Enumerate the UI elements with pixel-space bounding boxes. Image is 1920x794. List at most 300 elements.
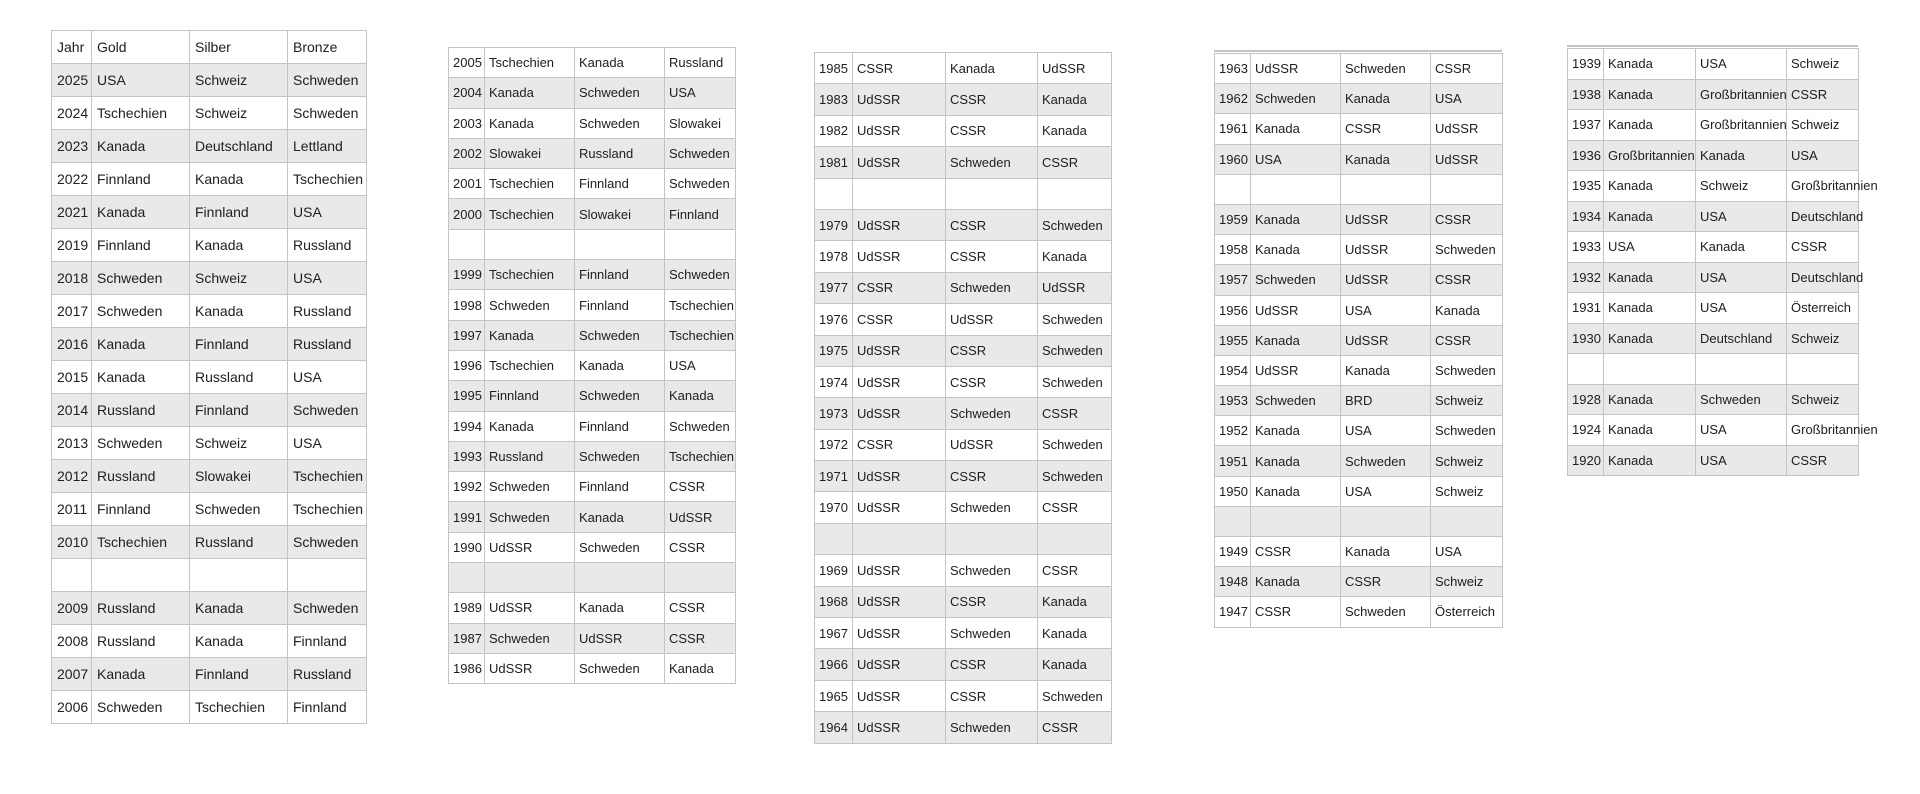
table-row [815, 241, 1112, 272]
year-cell: 2011 [52, 493, 92, 526]
year-cell: 1978 [815, 241, 853, 272]
year-cell: 1957 [1215, 265, 1251, 295]
table-row [449, 623, 736, 653]
year-cell: 2016 [52, 328, 92, 361]
country-cell: USA [1341, 295, 1431, 325]
country-cell: Schweden [946, 492, 1038, 523]
country-cell: Schweden [946, 272, 1038, 303]
country-cell: Schweden [575, 381, 665, 411]
country-cell: CSSR [665, 593, 736, 623]
country-cell [288, 559, 367, 592]
year-cell: 1996 [449, 350, 485, 380]
country-cell: Schweden [1251, 386, 1341, 416]
table-body [1568, 49, 1878, 476]
year-cell: 1979 [815, 209, 853, 240]
country-cell: UdSSR [853, 555, 946, 586]
results-table-4 [1214, 53, 1503, 628]
year-cell: 2008 [52, 625, 92, 658]
country-cell: Tschechien [92, 526, 190, 559]
country-cell: CSSR [1431, 204, 1503, 234]
country-cell: UdSSR [1251, 54, 1341, 84]
country-cell: Schweden [575, 441, 665, 471]
year-cell: 1934 [1568, 201, 1604, 232]
country-cell: CSSR [1251, 597, 1341, 627]
country-cell: Schweden [1341, 597, 1431, 627]
country-cell: USA [1251, 144, 1341, 174]
table-row [449, 169, 736, 199]
country-cell: Tschechien [485, 260, 575, 290]
country-cell: Großbritannien [1787, 415, 1859, 446]
country-cell: Kanada [190, 163, 288, 196]
country-cell: Schweden [575, 653, 665, 683]
year-cell: 1963 [1215, 54, 1251, 84]
year-cell: 2014 [52, 394, 92, 427]
year-cell: 1974 [815, 366, 853, 397]
country-cell: CSSR [946, 241, 1038, 272]
country-cell: Russland [665, 48, 736, 78]
table-row [52, 328, 367, 361]
table-row [449, 229, 736, 259]
country-cell: Schweden [288, 526, 367, 559]
table-top-edge [1214, 50, 1502, 52]
year-cell: 2025 [52, 64, 92, 97]
country-cell: Kanada [1604, 110, 1696, 141]
country-cell: Schweden [1341, 54, 1431, 84]
country-cell: USA [1604, 232, 1696, 263]
country-cell: UdSSR [1038, 53, 1112, 84]
year-cell: 1948 [1215, 567, 1251, 597]
country-cell: UdSSR [853, 335, 946, 366]
table-row [449, 441, 736, 471]
country-cell: Russland [92, 394, 190, 427]
year-cell [815, 523, 853, 554]
country-cell: Österreich [1431, 597, 1503, 627]
country-cell: Kanada [1604, 79, 1696, 110]
country-cell: Kanada [1604, 293, 1696, 324]
country-cell: Kanada [1604, 415, 1696, 446]
year-cell: 1972 [815, 429, 853, 460]
country-cell: Schweden [946, 712, 1038, 743]
table-row [1568, 262, 1859, 293]
country-cell: Schweden [575, 108, 665, 138]
year-cell: 1962 [1215, 84, 1251, 114]
year-cell: 1990 [449, 532, 485, 562]
country-cell: Kanada [190, 229, 288, 262]
table-row [449, 381, 736, 411]
country-cell: USA [1696, 415, 1787, 446]
year-cell: 1973 [815, 398, 853, 429]
country-cell: Schweden [1038, 680, 1112, 711]
year-cell: 1977 [815, 272, 853, 303]
country-cell: Kanada [1251, 204, 1341, 234]
country-cell [853, 178, 946, 209]
year-cell: 1955 [1215, 325, 1251, 355]
country-cell: Tschechien [485, 199, 575, 229]
year-cell: 1933 [1568, 232, 1604, 263]
country-cell: CSSR [1038, 147, 1112, 178]
country-cell: Russland [575, 138, 665, 168]
year-cell: 1997 [449, 320, 485, 350]
table-row [1215, 144, 1503, 174]
country-cell: Kanada [92, 361, 190, 394]
country-cell: UdSSR [1038, 272, 1112, 303]
country-cell: Kanada [190, 592, 288, 625]
year-cell: 1920 [1568, 445, 1604, 476]
country-cell: Kanada [1251, 325, 1341, 355]
country-cell: Schweiz [1787, 49, 1859, 80]
country-cell: Großbritannien [1604, 140, 1696, 171]
table-row [1568, 171, 1859, 202]
country-cell: USA [288, 361, 367, 394]
table-row [1568, 140, 1859, 171]
year-cell: 2017 [52, 295, 92, 328]
country-cell: Großbritannien [1696, 110, 1787, 141]
results-table-1 [51, 30, 367, 724]
year-cell: 2004 [449, 78, 485, 108]
country-cell: CSSR [1431, 325, 1503, 355]
country-cell: Kanada [1604, 49, 1696, 80]
country-cell: Schweden [575, 532, 665, 562]
country-cell: UdSSR [853, 618, 946, 649]
table-row [1568, 293, 1859, 324]
country-cell: Schweiz [190, 262, 288, 295]
country-cell: UdSSR [853, 115, 946, 146]
country-cell: UdSSR [853, 649, 946, 680]
table-row [1568, 415, 1859, 446]
country-cell: Schweiz [1696, 171, 1787, 202]
table-row [449, 108, 736, 138]
country-cell: UdSSR [1341, 325, 1431, 355]
country-cell: UdSSR [1431, 144, 1503, 174]
country-cell: CSSR [1787, 79, 1859, 110]
country-cell: USA [1696, 49, 1787, 80]
country-cell: Schweiz [190, 427, 288, 460]
country-cell: UdSSR [853, 461, 946, 492]
table-body [815, 53, 1112, 744]
country-cell: Kanada [1038, 115, 1112, 146]
table-row [52, 658, 367, 691]
year-cell: 2000 [449, 199, 485, 229]
country-cell: Kanada [1251, 446, 1341, 476]
country-cell: USA [1787, 140, 1859, 171]
table-row [1215, 386, 1503, 416]
year-cell: 1982 [815, 115, 853, 146]
table-row [52, 427, 367, 460]
country-cell: CSSR [946, 461, 1038, 492]
country-cell: USA [1341, 476, 1431, 506]
country-cell: Finnland [190, 196, 288, 229]
country-cell: Schweden [288, 592, 367, 625]
table-row [1215, 295, 1503, 325]
country-cell: Schweden [1038, 304, 1112, 335]
table-row [815, 555, 1112, 586]
table-row [815, 209, 1112, 240]
country-cell: Finnland [575, 169, 665, 199]
table-row [449, 199, 736, 229]
table-row [1568, 384, 1859, 415]
year-cell: 1965 [815, 680, 853, 711]
year-cell: 2007 [52, 658, 92, 691]
country-cell: Russland [92, 460, 190, 493]
country-cell: Schweden [946, 555, 1038, 586]
country-cell: CSSR [665, 623, 736, 653]
country-cell: CSSR [665, 472, 736, 502]
country-cell: Schweiz [190, 97, 288, 130]
country-cell [575, 229, 665, 259]
country-cell: UdSSR [853, 492, 946, 523]
table-row [1568, 354, 1859, 385]
country-cell: Schweden [946, 147, 1038, 178]
table-row [1215, 54, 1503, 84]
table-row [449, 653, 736, 683]
table-header-row [52, 31, 367, 64]
country-cell: Finnland [92, 493, 190, 526]
country-cell: Tschechien [485, 350, 575, 380]
country-cell: CSSR [946, 84, 1038, 115]
country-cell [1431, 506, 1503, 536]
column-header: Jahr [52, 31, 92, 64]
country-cell: Kanada [1696, 140, 1787, 171]
table-row [1568, 445, 1859, 476]
country-cell: CSSR [1341, 114, 1431, 144]
country-cell: UdSSR [665, 502, 736, 532]
country-cell: Schweden [1038, 429, 1112, 460]
country-cell: Schweden [946, 398, 1038, 429]
year-cell: 1993 [449, 441, 485, 471]
country-cell: Schweiz [1431, 476, 1503, 506]
country-cell: CSSR [1341, 567, 1431, 597]
table-row [52, 559, 367, 592]
table-row [1215, 114, 1503, 144]
table-row [1215, 446, 1503, 476]
country-cell: Tschechien [665, 441, 736, 471]
table-row [449, 320, 736, 350]
year-cell: 1928 [1568, 384, 1604, 415]
country-cell [485, 229, 575, 259]
year-cell: 1976 [815, 304, 853, 335]
year-cell: 2023 [52, 130, 92, 163]
country-cell: Russland [190, 526, 288, 559]
country-cell: USA [1341, 416, 1431, 446]
table-body [52, 31, 367, 724]
table-row [52, 526, 367, 559]
country-cell: Finnland [575, 472, 665, 502]
country-cell: Schweden [288, 64, 367, 97]
country-cell: UdSSR [1341, 204, 1431, 234]
country-cell: CSSR [946, 209, 1038, 240]
country-cell: Großbritannien [1696, 79, 1787, 110]
country-cell: Kanada [1341, 84, 1431, 114]
country-cell: UdSSR [853, 147, 946, 178]
table-row [815, 147, 1112, 178]
country-cell: UdSSR [853, 398, 946, 429]
table-row [815, 178, 1112, 209]
country-cell: Finnland [288, 691, 367, 724]
table-row [815, 429, 1112, 460]
table-row [815, 53, 1112, 84]
table-body [449, 48, 736, 684]
country-cell: Kanada [1038, 649, 1112, 680]
country-cell: Russland [485, 441, 575, 471]
year-cell: 1986 [449, 653, 485, 683]
country-cell: Kanada [92, 196, 190, 229]
table-row [1215, 416, 1503, 446]
table-row [1215, 355, 1503, 385]
country-cell: Tschechien [288, 163, 367, 196]
country-cell: Kanada [1604, 445, 1696, 476]
year-cell: 2021 [52, 196, 92, 229]
year-cell: 1971 [815, 461, 853, 492]
year-cell: 1932 [1568, 262, 1604, 293]
year-cell: 1967 [815, 618, 853, 649]
year-cell: 1995 [449, 381, 485, 411]
country-cell: Finnland [485, 381, 575, 411]
year-cell: 1960 [1215, 144, 1251, 174]
table-row [52, 130, 367, 163]
country-cell: Schweiz [190, 64, 288, 97]
country-cell: CSSR [1038, 712, 1112, 743]
table-row [52, 97, 367, 130]
country-cell: Russland [190, 361, 288, 394]
country-cell: Kanada [190, 625, 288, 658]
table-row [1568, 201, 1859, 232]
year-cell: 1936 [1568, 140, 1604, 171]
country-cell: Schweden [1251, 265, 1341, 295]
country-cell: Schweden [1341, 446, 1431, 476]
country-cell [946, 523, 1038, 554]
country-cell: Kanada [1341, 537, 1431, 567]
country-cell: Schweden [92, 295, 190, 328]
country-cell: Russland [288, 328, 367, 361]
country-cell: Schweden [665, 169, 736, 199]
table-row [1215, 174, 1503, 204]
year-cell: 1964 [815, 712, 853, 743]
table-row [52, 691, 367, 724]
country-cell: Finnland [190, 328, 288, 361]
country-cell [1696, 354, 1787, 385]
country-cell: USA [1431, 537, 1503, 567]
country-cell: Deutschland [1696, 323, 1787, 354]
table-row [1215, 567, 1503, 597]
country-cell: Tschechien [92, 97, 190, 130]
table-row [449, 78, 736, 108]
year-cell: 1966 [815, 649, 853, 680]
year-cell: 1938 [1568, 79, 1604, 110]
country-cell: Schweiz [1787, 323, 1859, 354]
country-cell: UdSSR [853, 680, 946, 711]
country-cell: UdSSR [1251, 295, 1341, 325]
table-row [52, 493, 367, 526]
country-cell [1431, 174, 1503, 204]
year-cell: 1953 [1215, 386, 1251, 416]
table-row [449, 138, 736, 168]
year-cell: 2010 [52, 526, 92, 559]
table-row [52, 196, 367, 229]
country-cell [1038, 523, 1112, 554]
country-cell [1604, 354, 1696, 385]
country-cell: Österreich [1787, 293, 1859, 324]
country-cell: Finnland [92, 229, 190, 262]
table-row [815, 712, 1112, 743]
country-cell: Schweden [665, 138, 736, 168]
country-cell: Finnland [288, 625, 367, 658]
year-cell [449, 229, 485, 259]
year-cell [52, 559, 92, 592]
country-cell: Schweiz [1431, 386, 1503, 416]
country-cell: Kanada [1038, 618, 1112, 649]
country-cell: Kanada [190, 295, 288, 328]
table-row [1568, 49, 1859, 80]
results-table-5 [1567, 48, 1878, 476]
country-cell: Russland [288, 295, 367, 328]
country-cell: Tschechien [190, 691, 288, 724]
country-cell: Schweden [575, 320, 665, 350]
country-cell: Kanada [1604, 384, 1696, 415]
year-cell: 2013 [52, 427, 92, 460]
country-cell: Kanada [575, 593, 665, 623]
table-row [815, 680, 1112, 711]
country-cell: UdSSR [575, 623, 665, 653]
country-cell [1341, 506, 1431, 536]
country-cell: Schweden [1038, 335, 1112, 366]
country-cell [575, 563, 665, 593]
country-cell: Schweden [288, 97, 367, 130]
table-row [1215, 476, 1503, 506]
year-cell: 1959 [1215, 204, 1251, 234]
country-cell: Kanada [1341, 355, 1431, 385]
country-cell: UdSSR [1341, 235, 1431, 265]
country-cell [190, 559, 288, 592]
country-cell: Tschechien [665, 290, 736, 320]
country-cell [485, 563, 575, 593]
country-cell: Schweden [575, 78, 665, 108]
table-row [52, 361, 367, 394]
country-cell: Deutschland [1787, 201, 1859, 232]
table-row [52, 163, 367, 196]
table-row [1215, 265, 1503, 295]
year-cell: 1939 [1568, 49, 1604, 80]
country-cell: Russland [92, 625, 190, 658]
year-cell [1215, 506, 1251, 536]
table-row [52, 262, 367, 295]
country-cell: Deutschland [190, 130, 288, 163]
country-cell [853, 523, 946, 554]
year-cell: 1969 [815, 555, 853, 586]
country-cell: Kanada [575, 502, 665, 532]
table-row [1568, 232, 1859, 263]
country-cell [1341, 174, 1431, 204]
table-row [52, 592, 367, 625]
country-cell: UdSSR [853, 84, 946, 115]
country-cell: Schweden [92, 691, 190, 724]
country-cell: CSSR [853, 272, 946, 303]
table-row [1215, 84, 1503, 114]
country-cell [946, 178, 1038, 209]
country-cell: USA [1696, 445, 1787, 476]
country-cell: Kanada [1251, 416, 1341, 446]
year-cell: 1954 [1215, 355, 1251, 385]
year-cell: 1952 [1215, 416, 1251, 446]
table-row [1568, 79, 1859, 110]
country-cell: USA [92, 64, 190, 97]
year-cell: 1937 [1568, 110, 1604, 141]
year-cell: 1985 [815, 53, 853, 84]
table-row [815, 523, 1112, 554]
year-cell: 2005 [449, 48, 485, 78]
year-cell: 2018 [52, 262, 92, 295]
country-cell: UdSSR [946, 304, 1038, 335]
country-cell: Kanada [1604, 171, 1696, 202]
